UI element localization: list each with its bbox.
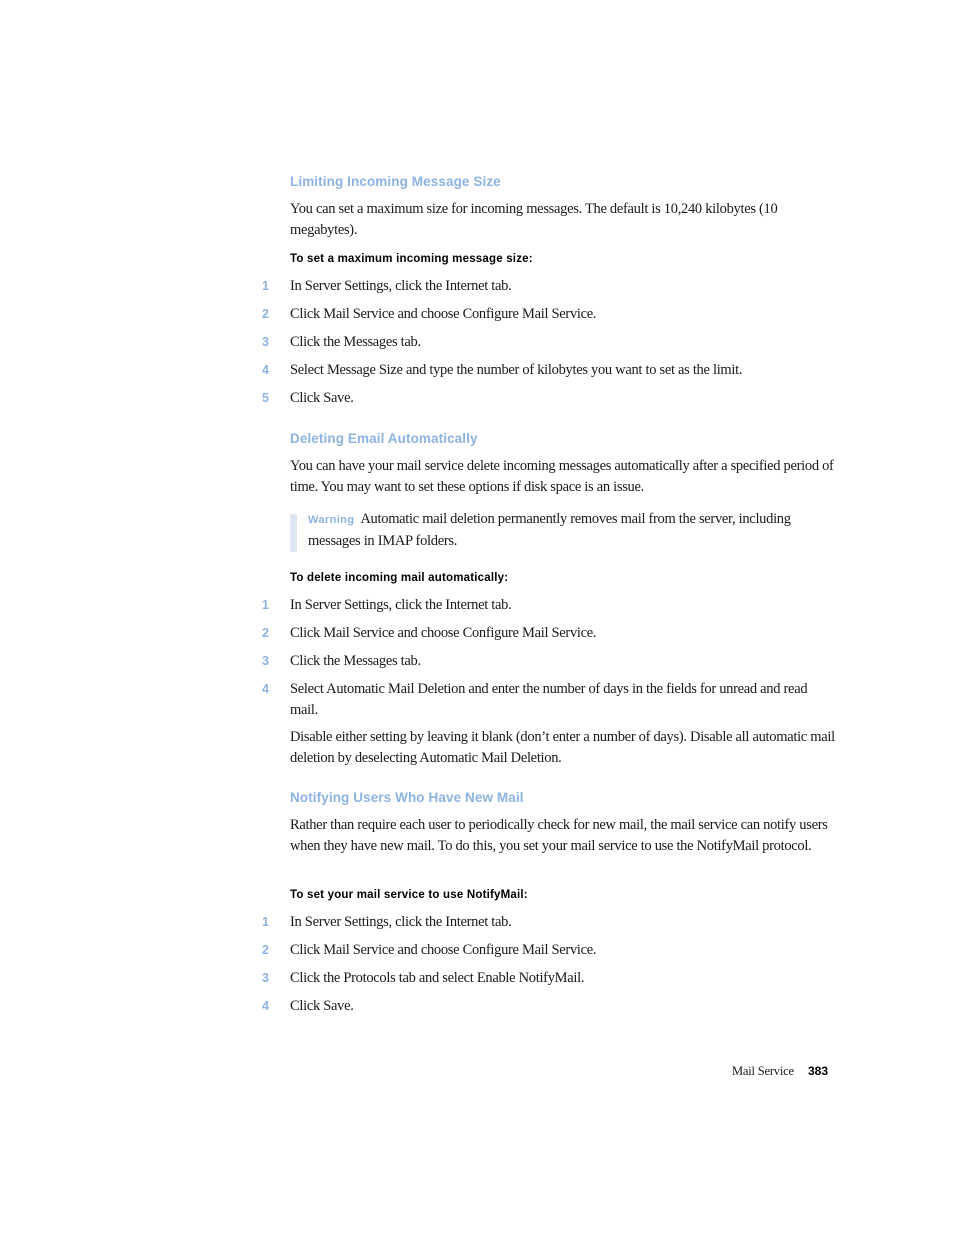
step-note: Disable either setting by leaving it blank (don’t enter a number of days). Disable all automatic mail deletion by deselecting Automatic Mail Deletion. — [290, 729, 835, 766]
step-text: Click Save. — [290, 998, 354, 1014]
step-text: Click the Messages tab. — [290, 334, 421, 350]
step-number: 1 — [262, 915, 269, 929]
section-heading-message-size: Limiting Incoming Message Size — [290, 174, 501, 189]
step-text: Click the Messages tab. — [290, 653, 421, 669]
step-number: 1 — [262, 279, 269, 293]
step-text: In Server Settings, click the Internet tab. — [290, 914, 512, 930]
step-number: 4 — [262, 682, 269, 696]
step-number: 3 — [262, 971, 269, 985]
step-number: 5 — [262, 391, 269, 405]
section-heading-deleting-email: Deleting Email Automatically — [290, 431, 478, 446]
step-number: 3 — [262, 654, 269, 668]
section-intro-notifying-users: Rather than require each user to periodically check for new mail, the mail service can notify users when they have new mail. To do this, you set your mail service to use the NotifyMail protocol. — [290, 817, 828, 854]
step-number: 2 — [262, 943, 269, 957]
section-heading-notifying-users: Notifying Users Who Have New Mail — [290, 790, 524, 805]
step-text: Click the Protocols tab and select Enable NotifyMail. — [290, 970, 585, 986]
step-number: 3 — [262, 335, 269, 349]
step-text: In Server Settings, click the Internet tab. — [290, 597, 512, 613]
procedure-title-notifymail: To set your mail service to use NotifyMail: — [290, 889, 528, 901]
step-text: In Server Settings, click the Internet tab. — [290, 278, 512, 294]
step-text: Click Save. — [290, 390, 354, 406]
step-text: Click Mail Service and choose Configure Mail Service. — [290, 625, 597, 641]
step-text: Click Mail Service and choose Configure Mail Service. — [290, 942, 597, 958]
step-number: 4 — [262, 363, 269, 377]
step-number: 2 — [262, 307, 269, 321]
procedure-title-deleting-email: To delete incoming mail automatically: — [290, 572, 509, 584]
warning-label: Warning — [308, 514, 355, 526]
warning-text: Automatic mail deletion permanently removes mail from the server, including messages in IMAP folders. — [308, 511, 791, 549]
footer-page-number: 383 — [808, 1064, 829, 1078]
step-number: 4 — [262, 999, 269, 1013]
procedure-title-message-size: To set a maximum incoming message size: — [290, 253, 533, 265]
step-number: 1 — [262, 598, 269, 612]
warning-note — [308, 509, 833, 551]
section-intro-message-size: You can set a maximum size for incoming messages. The default is 10,240 kilobytes (10 megabytes). — [290, 201, 778, 238]
step-number: 2 — [262, 626, 269, 640]
step-text: Select Message Size and type the number of kilobytes you want to set as the limit. — [290, 362, 743, 378]
step-text: Click Mail Service and choose Configure Mail Service. — [290, 306, 597, 322]
step-text: Select Automatic Mail Deletion and enter the number of days in the fields for unread and read mail. — [290, 681, 808, 718]
warning-bar — [290, 514, 297, 552]
footer-chapter-name: Mail Service — [732, 1064, 794, 1078]
section-intro-deleting-email: You can have your mail service delete incoming messages automatically after a specified period of time. You may want to set these options if disk space is an issue. — [290, 458, 834, 495]
